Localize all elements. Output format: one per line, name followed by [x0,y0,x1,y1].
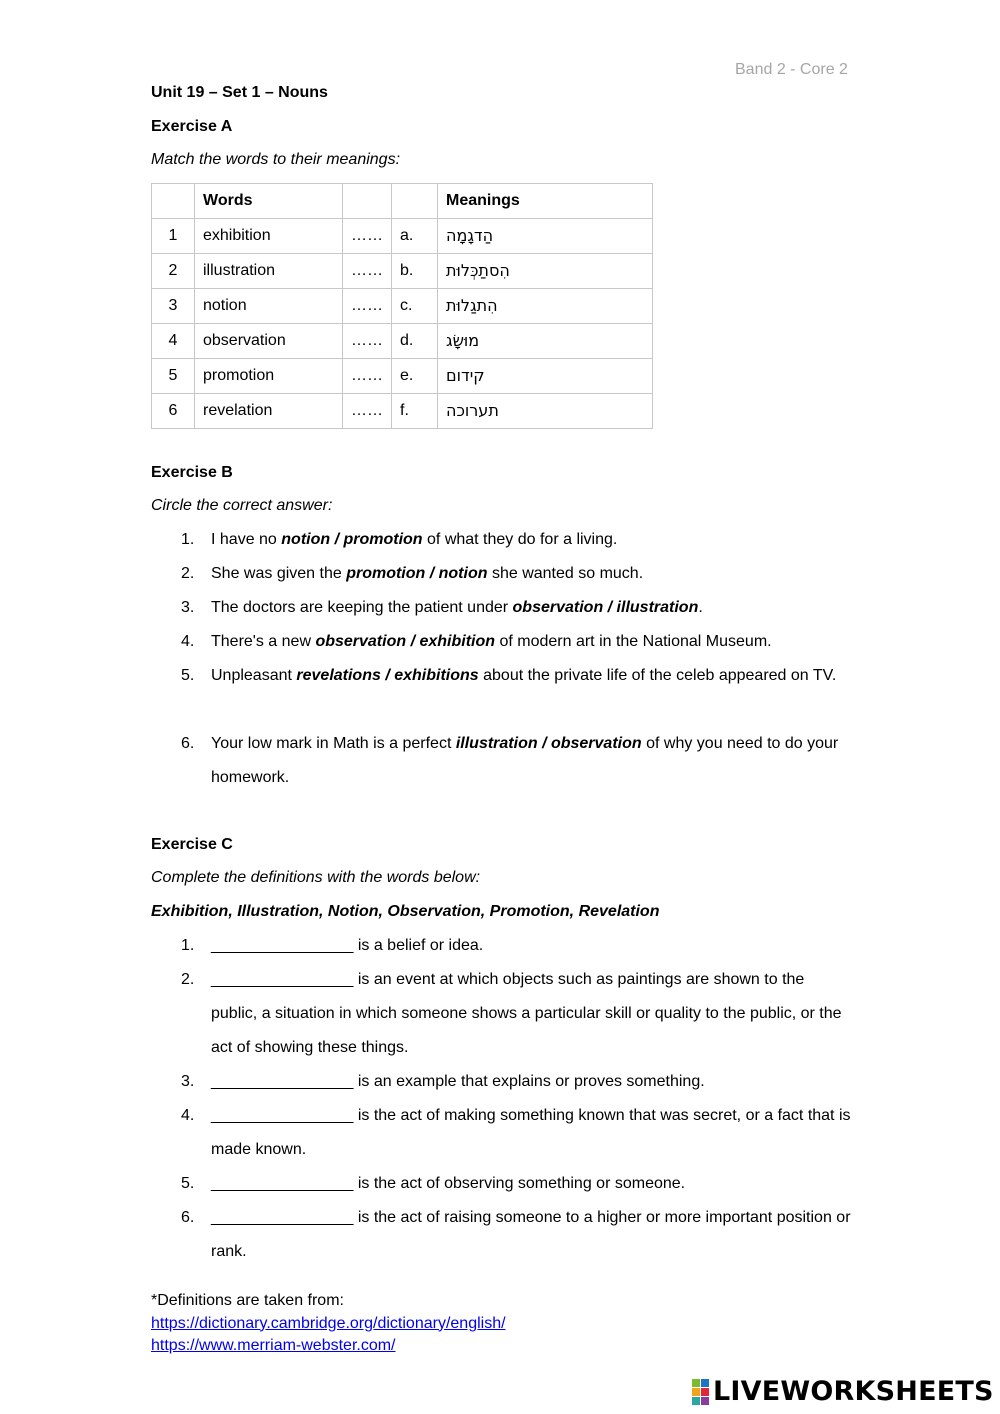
definition-text: is the act of making something known that was secret, or a fact that is made known. [211,1107,851,1158]
item-number: 1. [181,937,195,954]
meaning-cell: מוּשָׂג [446,331,480,350]
answer-blank[interactable]: …… [343,254,392,289]
item-number: 6. [181,735,195,752]
meaning-cell: תערוכה [446,401,499,420]
meaning-letter: a. [392,219,438,254]
word-cell: illustration [195,254,343,289]
exercise-b-instruction: Circle the correct answer: [151,497,333,514]
column-header-words: Words [195,184,343,219]
logo-square [701,1379,709,1387]
sentence-text: Your low mark in Math is a perfect [211,735,456,752]
exercise-a-instruction: Match the words to their meanings: [151,151,401,168]
definition-text: is the act of observing something or someone. [353,1175,686,1192]
item-number: 2. [181,565,195,582]
row-number: 5 [152,359,195,394]
cambridge-link[interactable]: https://dictionary.cambridge.org/dictionary/english/ [151,1314,506,1332]
header-label: Band 2 - Core 2 [735,61,848,78]
answer-choice[interactable]: observation / exhibition [315,633,496,650]
meaning-cell: קידום [446,366,485,385]
sentence-text: Unpleasant [211,667,297,684]
meaning-letter: d. [392,324,438,359]
column-header-meanings: Meanings [438,184,653,219]
word-cell: observation [195,324,343,359]
meaning-cell: הִתגַלוּת [446,296,498,315]
table-cell [343,184,392,219]
sentence-text: The doctors are keeping the patient under [211,599,513,616]
word-cell: exhibition [195,219,343,254]
answer-blank[interactable]: ________________ [211,971,354,988]
exercise-c-heading: Exercise C [151,836,233,853]
answer-blank[interactable]: ________________ [211,1107,354,1124]
sources-footer [151,1290,506,1358]
answer-blank[interactable]: …… [343,394,392,429]
definition-text: is the act of raising someone to a higher or more important position or rank. [211,1209,851,1260]
word-cell: revelation [195,394,343,429]
table-header-row [152,184,653,219]
answer-choice[interactable]: observation / illustration [512,599,699,616]
table-row [152,394,653,429]
definition-text: is a belief or idea. [353,937,484,954]
answer-blank[interactable]: ________________ [211,937,354,954]
logo-square [701,1397,709,1405]
item-number: 4. [181,1107,195,1124]
answer-blank[interactable]: …… [343,324,392,359]
exercise-a-heading: Exercise A [151,118,233,135]
answer-blank[interactable]: ________________ [211,1073,354,1090]
table-row [152,359,653,394]
logo-mark-icon [692,1379,709,1405]
sentence-text: she wanted so much. [487,565,644,582]
exercise-b-heading: Exercise B [151,464,233,481]
table-row [152,254,653,289]
logo-square [692,1379,700,1387]
sentence-text: I have no [211,531,282,548]
row-number: 6 [152,394,195,429]
logo-square [701,1388,709,1396]
sentence-text: of why you need to do your homework. [211,735,839,786]
answer-choice[interactable]: promotion / notion [346,565,488,582]
matching-table [151,183,653,429]
word-cell: promotion [195,359,343,394]
table-row [152,219,653,254]
table-cell [152,184,195,219]
merriam-webster-link[interactable]: https://www.merriam-webster.com/ [151,1337,396,1354]
answer-blank[interactable]: ________________ [211,1209,354,1226]
item-number: 1. [181,531,195,548]
word-bank: Exhibition, Illustration, Notion, Observation, Promotion, Revelation [151,903,660,920]
answer-blank[interactable]: …… [343,219,392,254]
item-number: 3. [181,599,195,616]
item-number: 6. [181,1209,195,1226]
logo-text: LIVEWORKSHEETS [713,1376,994,1407]
answer-blank[interactable]: …… [343,359,392,394]
meaning-letter: f. [392,394,438,429]
item-number: 3. [181,1073,195,1090]
sources-note: *Definitions are taken from: [151,1292,344,1309]
sentence-text: about the private life of the celeb appeared on TV. [478,667,837,684]
definition-text: is an example that explains or proves something. [353,1073,705,1090]
answer-choice[interactable]: revelations / exhibitions [296,667,479,684]
item-number: 5. [181,1175,195,1192]
meaning-cell: הַדגָמָה [446,226,494,245]
liveworksheets-logo [692,1376,994,1407]
meaning-cell: הִסתַכְּלוּת [446,261,510,280]
sentence-text: of what they do for a living. [422,531,618,548]
table-cell [392,184,438,219]
table-row [152,289,653,324]
logo-square [692,1397,700,1405]
table-row [152,324,653,359]
answer-choice[interactable]: notion / promotion [281,531,423,548]
item-number: 4. [181,633,195,650]
exercise-c-instruction: Complete the definitions with the words below: [151,869,481,886]
sentence-text: There's a new [211,633,316,650]
page-title: Unit 19 – Set 1 – Nouns [151,84,328,101]
answer-choice[interactable]: illustration / observation [455,735,642,752]
row-number: 1 [152,219,195,254]
answer-blank[interactable]: ________________ [211,1175,354,1192]
logo-square [692,1388,700,1396]
sentence-text: of modern art in the National Museum. [495,633,772,650]
word-cell: notion [195,289,343,324]
row-number: 3 [152,289,195,324]
sentence-text: . [698,599,703,616]
item-number: 5. [181,667,195,684]
meaning-letter: b. [392,254,438,289]
row-number: 2 [152,254,195,289]
answer-blank[interactable]: …… [343,289,392,324]
meaning-letter: c. [392,289,438,324]
definition-text: is an event at which objects such as paintings are shown to the public, a situation in which someone shows a particular skill or quality to the public, or the act of showing these things. [211,971,842,1056]
meaning-letter: e. [392,359,438,394]
sentence-text: She was given the [211,565,347,582]
item-number: 2. [181,971,195,988]
row-number: 4 [152,324,195,359]
